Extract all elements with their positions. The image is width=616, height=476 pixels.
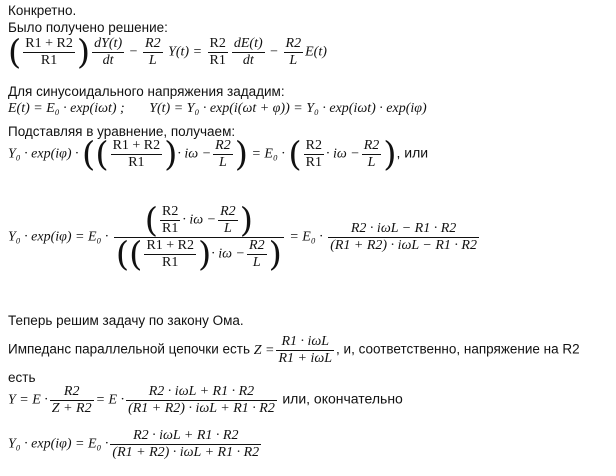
equation-final: Y₀ · exp(iφ) = E₀ · $\frac{\text{R2 · iωL + R1 · R2}}{\text{(R1 + R2) · iωL + R1 · R2}}$ [8,428,260,460]
equation-compound: Y₀ · exp(iφ) = E₀ · ( $\frac{R2}{R1}$ · iω − $\frac{R2}{L}$ ) (( $\frac{R1 + R2}{R1}$ )· iω − $\frac{R2}{L}$ ) = E₀ · $\frac{\text{R2 · iωL − R1 · R2}}{\text{(R1 + R2) · iωL − R1 · R2}}$ [8,200,477,275]
sinusoid-intro: Для синусоидального напряжения зададим: [8,84,285,99]
equation-substituted: Y₀ · exp(iφ) · (( $\frac{R1 + R2}{R1}$ )· iω − $\frac{R2}{L}$ ) = E₀ · ( $\frac{R2}{R1}$ · iω − $\frac{R2}{L}$ ), или [8,134,429,175]
ohm-intro: Теперь решим задачу по закону Ома. [8,313,244,328]
est-word: есть [8,370,36,385]
substitution-intro: Подставляя в уравнение, получаем: [8,124,236,139]
voltage-definitions: E(t) = E₀ · exp(iωt) ; Y(t) = Y₀ · exp(i(ωt + φ)) = Y₀ · exp(iωt) · exp(iφ) [8,101,427,116]
solution-intro: Было получено решение: [8,20,168,35]
impedance-line: Импеданс параллельной цепочки есть Z = $\frac{\text{R1 · iωL}}{\text{R1 + iωL}}$ , и, соответственно, напряжение на R2 [8,334,580,366]
equation-y: Y = E · $\frac{R2}{Z + R2}$ = E · $\frac{\text{R2 · iωL + R1 · R2}}{\text{(R1 + R2) · iωL + R1 · R2}}$ или, окончательно [8,384,403,416]
equation-ode: ( $\frac{R1 + R2}{R1}$ ) $\frac{dY(t)}{dt}$ − $\frac{R2}{L}$ Y(t) = $\frac{R2}{R1}$ $\frac{dE(t)}{dt}$ − $\frac{R2}{L}$ E(t) [8,32,327,73]
intro-line: Конкретно. [8,3,77,18]
